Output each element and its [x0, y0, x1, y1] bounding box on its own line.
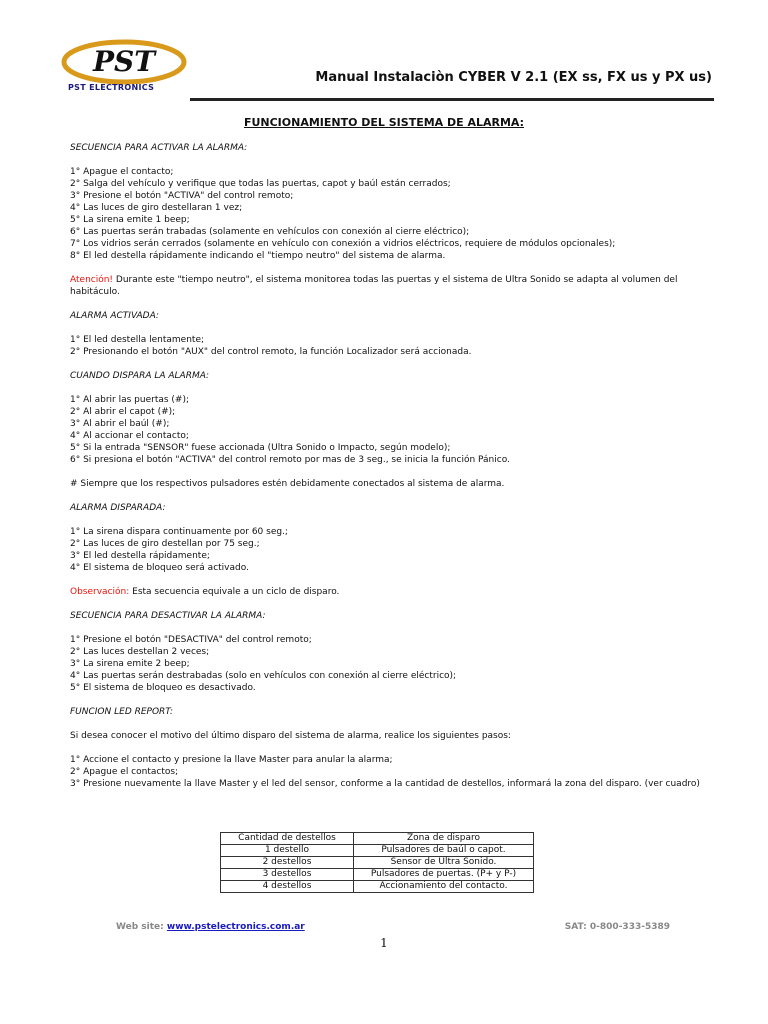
dispara-note: # Siempre que los respectivos pulsadores estén debidamente conectados al sistema de alarma. [70, 479, 505, 489]
led-report-list [70, 754, 720, 790]
list-item: 2° Al abrir el capot (#); [70, 407, 176, 417]
list-item: 1° Apague el contacto; [70, 167, 174, 177]
list-item: 3° Presione el botón "ACTIVA" del control remoto; [70, 191, 294, 201]
list-item: 1° Presione el botón "DESACTIVA" del control remoto; [70, 635, 312, 645]
activada-heading: ALARMA ACTIVADA: [70, 311, 159, 321]
table-row [221, 845, 534, 857]
dispara-list [70, 394, 720, 466]
list-item: 1° La sirena dispara continuamente por 60 seg.; [70, 527, 288, 537]
footer-sat-phone: SAT: 0-800-333-5389 [564, 922, 670, 932]
list-item: 7° Los vidrios serán cerrados (solamente en vehículo con conexión a vidrios eléctricos, requiere de módulos opcionales); [70, 239, 616, 249]
website-link[interactable]: www.pstelectronics.com.ar [166, 922, 305, 932]
table-row [221, 869, 534, 881]
section-title: FUNCIONAMIENTO DEL SISTEMA DE ALARMA: [243, 116, 525, 129]
observation-label: Observación: [70, 587, 130, 597]
table-cell: 1 destello [221, 845, 354, 857]
list-item: 2° Las luces de giro destellan por 75 seg.; [70, 539, 260, 549]
list-item: 6° Si presiona el botón "ACTIVA" del control remoto por mas de 3 seg., se inicia la función Pánico. [70, 455, 510, 465]
website-label: Web site: [116, 922, 167, 932]
list-item: 4° Las puertas serán destrabadas (solo en vehículos con conexión al cierre eléctrico); [70, 671, 457, 681]
attention-label: Atención! [70, 275, 114, 285]
attention-paragraph [70, 274, 720, 298]
list-item: 4° Al accionar el contacto; [70, 431, 189, 441]
list-item: 3° El led destella rápidamente; [70, 551, 210, 561]
page-number: 1 [380, 936, 388, 950]
logo-mark: PST [92, 45, 156, 78]
list-item: 2° Apague el contactos; [70, 767, 179, 777]
observation-text: Esta secuencia equivale a un ciclo de disparo. [129, 587, 340, 597]
manual-title: Manual Instalaciòn CYBER V 2.1 (EX ss, FX us y PX us) [315, 70, 712, 85]
table-header-cell: Cantidad de destellos [221, 833, 354, 845]
list-item: 2° Salga del vehículo y verifique que todas las puertas, capot y baúl están cerrados; [70, 179, 451, 189]
dispara-heading: CUANDO DISPARA LA ALARMA: [70, 371, 210, 381]
list-item: 8° El led destella rápidamente indicando el "tiempo neutro" del sistema de alarma. [70, 251, 446, 261]
table-cell: Pulsadores de baúl o capot. [354, 845, 534, 857]
list-item: 2° Las luces destellan 2 veces; [70, 647, 210, 657]
observation-paragraph [70, 586, 720, 598]
table-cell: Pulsadores de puertas. (P+ y P-) [354, 869, 534, 881]
header-divider [190, 98, 714, 101]
list-item: 5° Si la entrada "SENSOR" fuese accionada (Ultra Sonido o Impacto, según modelo); [70, 443, 451, 453]
led-report-intro: Si desea conocer el motivo del último disparo del sistema de alarma, realice los siguientes pasos: [70, 731, 511, 741]
attention-text: Durante este "tiempo neutro", el sistema monitorea todas las puertas y el sistema de Ultra Sonido se adapta al volumen del habitáculo. [70, 275, 678, 297]
disparada-heading: ALARMA DISPARADA: [70, 503, 166, 513]
logo-text: PST ELECTRONICS [68, 83, 155, 92]
list-item: 4° El sistema de bloqueo será activado. [70, 563, 249, 573]
table-header-row [221, 833, 534, 845]
led-report-table [220, 832, 534, 893]
list-item: 3° La sirena emite 2 beep; [70, 659, 190, 669]
list-item: 4° Las luces de giro destellaran 1 vez; [70, 203, 243, 213]
list-item: 3° Presione nuevamente la llave Master y el led del sensor, conforme a la cantidad de destellos, informará la zona del disparo. (ver cuadro) [70, 779, 700, 789]
activar-list [70, 166, 720, 262]
list-item: 1° Al abrir las puertas (#); [70, 395, 190, 405]
list-item: 3° Al abrir el baúl (#); [70, 419, 170, 429]
list-item: 6° Las puertas serán trabadas (solamente en vehículos con conexión al cierre eléctrico); [70, 227, 470, 237]
list-item: 2° Presionando el botón "AUX" del control remoto, la función Localizador será accionada. [70, 347, 472, 357]
activar-heading: SECUENCIA PARA ACTIVAR LA ALARMA: [70, 143, 248, 153]
led-report-heading: FUNCION LED REPORT: [70, 707, 174, 717]
table-cell: Accionamiento del contacto. [354, 881, 534, 893]
list-item: 5° La sirena emite 1 beep; [70, 215, 190, 225]
list-item: 1° El led destella lentamente; [70, 335, 205, 345]
table-cell: 3 destellos [221, 869, 354, 881]
desactivar-heading: SECUENCIA PARA DESACTIVAR LA ALARMA: [70, 611, 266, 621]
table-cell: Sensor de Ultra Sonido. [354, 857, 534, 869]
table-cell: 4 destellos [221, 881, 354, 893]
table-header-cell: Zona de disparo [354, 833, 534, 845]
list-item: 1° Accione el contacto y presione la llave Master para anular la alarma; [70, 755, 393, 765]
activada-list [70, 334, 720, 358]
desactivar-list [70, 634, 720, 694]
table-row [221, 857, 534, 869]
footer-website [116, 922, 305, 932]
disparada-list [70, 526, 720, 574]
document-body [70, 142, 720, 790]
table-cell: 2 destellos [221, 857, 354, 869]
list-item: 5° El sistema de bloqueo es desactivado. [70, 683, 256, 693]
table-row [221, 881, 534, 893]
